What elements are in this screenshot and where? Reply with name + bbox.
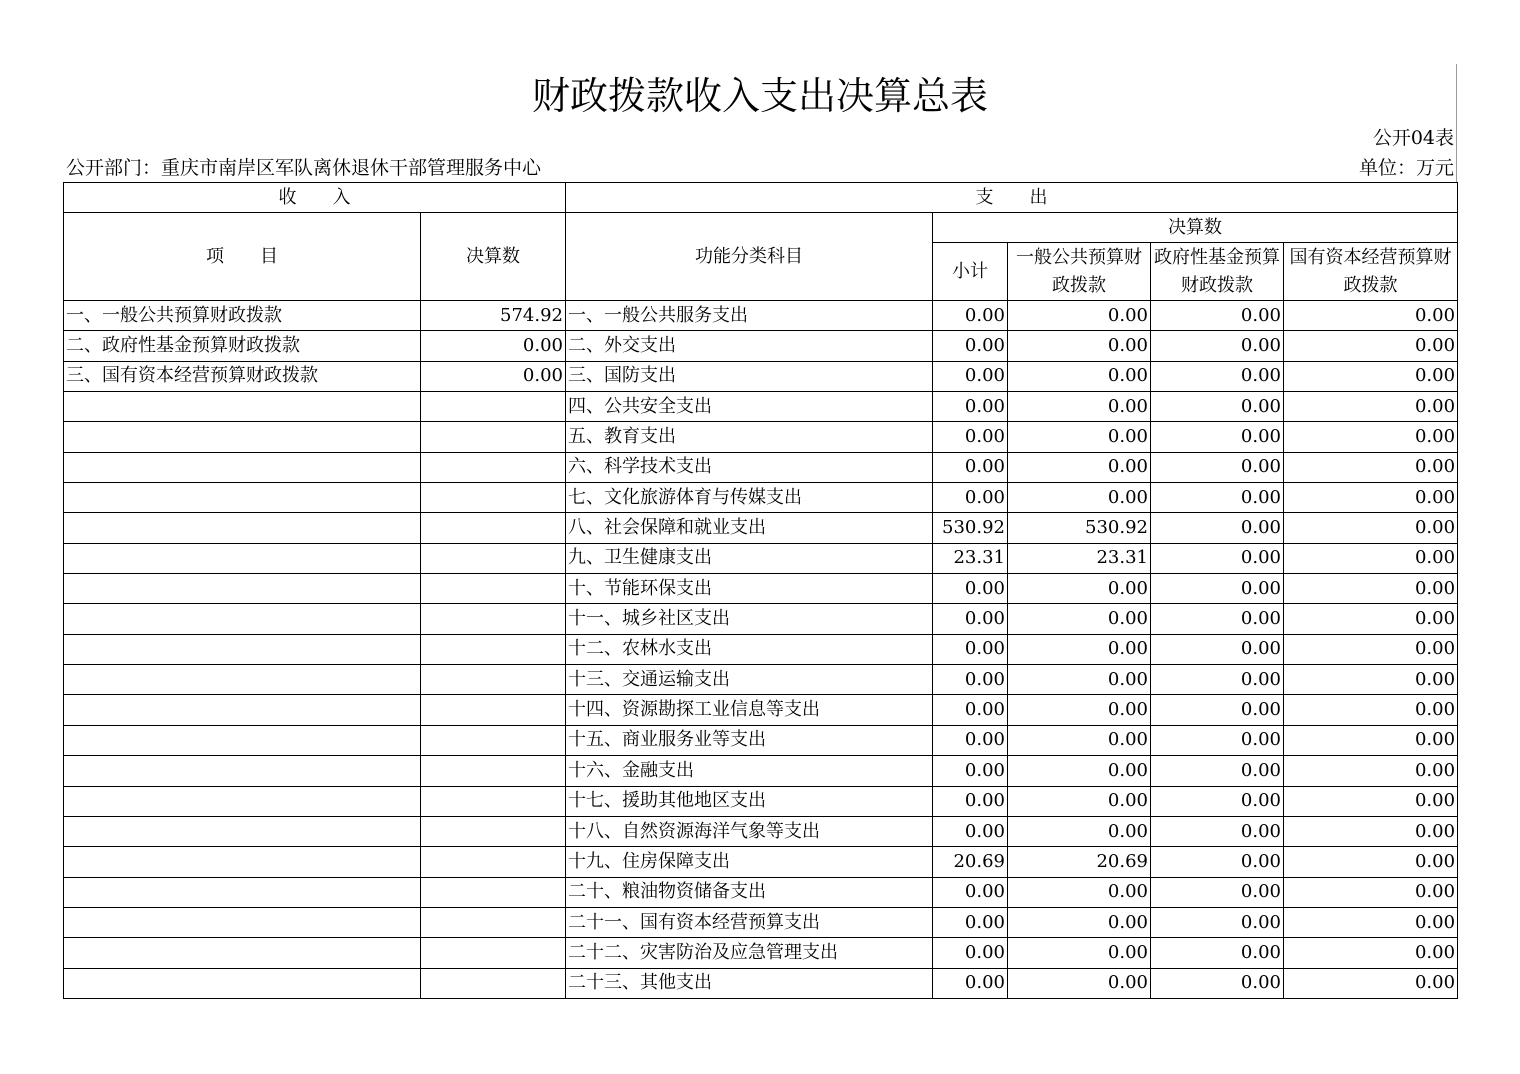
expense-item-cell: 二十一、国有资本经营预算支出 [566,907,933,937]
income-amount-cell [421,483,566,513]
fund-budget-header: 政府性基金预算财政拨款 [1151,243,1284,301]
general-budget-header: 一般公共预算财政拨款 [1008,243,1151,301]
expense-item-cell: 十六、金融支出 [566,756,933,786]
fund-budget-cell: 0.00 [1151,331,1284,361]
expense-item-cell: 十九、住房保障支出 [566,847,933,877]
budget-table [63,182,1458,999]
general-budget-cell: 0.00 [1008,483,1151,513]
expense-item-cell: 十三、交通运输支出 [566,665,933,695]
income-item-cell [64,847,421,877]
table-row [64,301,1458,331]
state-capital-cell: 0.00 [1284,422,1458,452]
expense-item-cell: 三、国防支出 [566,361,933,391]
final-amount-header: 决算数 [933,213,1458,243]
subtotal-cell: 0.00 [933,968,1008,998]
income-item-cell [64,877,421,907]
subtotal-cell: 0.00 [933,392,1008,422]
subtotal-cell: 0.00 [933,301,1008,331]
subtotal-cell: 0.00 [933,877,1008,907]
fund-budget-cell: 0.00 [1151,756,1284,786]
income-amount-cell [421,422,566,452]
expense-item-cell: 九、卫生健康支出 [566,543,933,573]
state-capital-cell: 0.00 [1284,483,1458,513]
table-row [64,392,1458,422]
fund-budget-cell: 0.00 [1151,574,1284,604]
state-capital-cell: 0.00 [1284,604,1458,634]
income-item-cell [64,452,421,482]
state-capital-cell: 0.00 [1284,725,1458,755]
general-budget-cell: 23.31 [1008,543,1151,573]
state-capital-cell: 0.00 [1284,634,1458,664]
state-capital-header: 国有资本经营预算财政拨款 [1284,243,1458,301]
income-item-cell [64,604,421,634]
subtotal-cell: 0.00 [933,574,1008,604]
subtotal-cell: 0.00 [933,422,1008,452]
state-capital-cell: 0.00 [1284,513,1458,543]
subtotal-cell: 20.69 [933,847,1008,877]
table-row [64,422,1458,452]
state-capital-cell: 0.00 [1284,786,1458,816]
table-row [64,483,1458,513]
department-label: 公开部门：重庆市南岸区军队离休退休干部管理服务中心 [66,157,542,179]
expense-header: 支 出 [566,183,1458,213]
income-item-cell [64,634,421,664]
fund-budget-cell: 0.00 [1151,907,1284,937]
subtotal-cell: 0.00 [933,786,1008,816]
fund-budget-cell: 0.00 [1151,786,1284,816]
income-header: 收 入 [64,183,566,213]
income-item-cell [64,483,421,513]
state-capital-cell: 0.00 [1284,847,1458,877]
state-capital-cell: 0.00 [1284,361,1458,391]
expense-item-cell: 十七、援助其他地区支出 [566,786,933,816]
general-budget-cell: 0.00 [1008,907,1151,937]
subtotal-cell: 0.00 [933,725,1008,755]
income-amount-cell [421,695,566,725]
income-amount-cell [421,786,566,816]
income-amount-cell: 0.00 [421,361,566,391]
income-item-cell [64,756,421,786]
income-item-cell: 三、国有资本经营预算财政拨款 [64,361,421,391]
fund-budget-cell: 0.00 [1151,695,1284,725]
header-row-2 [64,213,1458,243]
expense-item-cell: 二、外交支出 [566,331,933,361]
expense-item-cell: 二十三、其他支出 [566,968,933,998]
general-budget-cell: 0.00 [1008,604,1151,634]
table-row [64,968,1458,998]
fund-budget-cell: 0.00 [1151,604,1284,634]
fund-budget-cell: 0.00 [1151,361,1284,391]
expense-item-cell: 五、教育支出 [566,422,933,452]
fund-budget-cell: 0.00 [1151,665,1284,695]
state-capital-cell: 0.00 [1284,968,1458,998]
income-amount-cell [421,604,566,634]
general-budget-cell: 0.00 [1008,392,1151,422]
state-capital-cell: 0.00 [1284,938,1458,968]
income-amount-cell [421,938,566,968]
general-budget-cell: 0.00 [1008,877,1151,907]
subtotal-cell: 0.00 [933,695,1008,725]
unit-label: 单位：万元 [1358,157,1454,179]
income-amount-cell [421,392,566,422]
fund-budget-cell: 0.00 [1151,513,1284,543]
subtotal-cell: 0.00 [933,452,1008,482]
table-row [64,938,1458,968]
income-amount-cell [421,877,566,907]
general-budget-cell: 0.00 [1008,634,1151,664]
expense-item-cell: 十一、城乡社区支出 [566,604,933,634]
subtotal-cell: 0.00 [933,634,1008,664]
income-amount-cell [421,574,566,604]
income-item-cell [64,665,421,695]
fund-budget-cell: 0.00 [1151,634,1284,664]
general-budget-cell: 0.00 [1008,301,1151,331]
subtotal-cell: 0.00 [933,604,1008,634]
expense-item-cell: 十四、资源勘探工业信息等支出 [566,695,933,725]
table-row [64,877,1458,907]
fund-budget-cell: 0.00 [1151,877,1284,907]
expense-item-cell: 六、科学技术支出 [566,452,933,482]
state-capital-cell: 0.00 [1284,877,1458,907]
income-item-cell [64,786,421,816]
general-budget-cell: 0.00 [1008,331,1151,361]
fund-budget-cell: 0.00 [1151,725,1284,755]
table-row [64,331,1458,361]
fund-budget-cell: 0.00 [1151,422,1284,452]
fund-budget-cell: 0.00 [1151,452,1284,482]
fund-budget-cell: 0.00 [1151,543,1284,573]
general-budget-cell: 530.92 [1008,513,1151,543]
general-budget-cell: 0.00 [1008,816,1151,846]
general-budget-cell: 0.00 [1008,725,1151,755]
income-item-cell [64,422,421,452]
income-amount-cell [421,907,566,937]
table-row [64,634,1458,664]
subtotal-cell: 0.00 [933,907,1008,937]
fund-budget-cell: 0.00 [1151,392,1284,422]
table-row [64,847,1458,877]
expense-item-cell: 十五、商业服务业等支出 [566,725,933,755]
subtotal-cell: 0.00 [933,361,1008,391]
general-budget-cell: 0.00 [1008,938,1151,968]
state-capital-cell: 0.00 [1284,392,1458,422]
general-budget-cell: 0.00 [1008,422,1151,452]
expense-item-cell: 七、文化旅游体育与传媒支出 [566,483,933,513]
general-budget-cell: 0.00 [1008,452,1151,482]
income-amount-cell [421,634,566,664]
income-amount-cell [421,725,566,755]
income-item-cell [64,574,421,604]
expense-item-cell: 一、一般公共服务支出 [566,301,933,331]
header-row-1 [64,183,1458,213]
form-number: 公开04表 [1372,127,1454,149]
table-row [64,786,1458,816]
table-row [64,725,1458,755]
state-capital-cell: 0.00 [1284,574,1458,604]
income-amount-cell [421,543,566,573]
income-item-cell [64,907,421,937]
fund-budget-cell: 0.00 [1151,301,1284,331]
income-item-cell [64,392,421,422]
table-row [64,816,1458,846]
income-item-cell [64,938,421,968]
general-budget-cell: 0.00 [1008,665,1151,695]
state-capital-cell: 0.00 [1284,452,1458,482]
income-item-cell [64,513,421,543]
income-amount-cell: 574.92 [421,301,566,331]
table-row [64,695,1458,725]
table-row [64,665,1458,695]
general-budget-cell: 0.00 [1008,574,1151,604]
fund-budget-cell: 0.00 [1151,816,1284,846]
table-row [64,756,1458,786]
income-amount-header: 决算数 [421,213,566,301]
function-class-header: 功能分类科目 [566,213,933,301]
table-row [64,543,1458,573]
state-capital-cell: 0.00 [1284,907,1458,937]
income-item-cell: 一、一般公共预算财政拨款 [64,301,421,331]
income-item-cell [64,695,421,725]
state-capital-cell: 0.00 [1284,756,1458,786]
income-amount-cell: 0.00 [421,331,566,361]
general-budget-cell: 0.00 [1008,361,1151,391]
fund-budget-cell: 0.00 [1151,938,1284,968]
expense-item-cell: 二十、粮油物资储备支出 [566,877,933,907]
item-header: 项 目 [64,213,421,301]
table-row [64,361,1458,391]
income-item-cell [64,968,421,998]
state-capital-cell: 0.00 [1284,331,1458,361]
general-budget-cell: 0.00 [1008,786,1151,816]
expense-item-cell: 十、节能环保支出 [566,574,933,604]
subtotal-cell: 0.00 [933,331,1008,361]
income-amount-cell [421,452,566,482]
state-capital-cell: 0.00 [1284,816,1458,846]
general-budget-cell: 0.00 [1008,756,1151,786]
general-budget-cell: 0.00 [1008,695,1151,725]
table-row [64,604,1458,634]
state-capital-cell: 0.00 [1284,665,1458,695]
state-capital-cell: 0.00 [1284,695,1458,725]
income-amount-cell [421,665,566,695]
expense-item-cell: 二十二、灾害防治及应急管理支出 [566,938,933,968]
fund-budget-cell: 0.00 [1151,847,1284,877]
subtotal-header: 小计 [933,243,1008,301]
table-body [64,301,1458,999]
table-row [64,574,1458,604]
income-item-cell [64,816,421,846]
subtotal-cell: 0.00 [933,756,1008,786]
income-amount-cell [421,968,566,998]
income-item-cell [64,725,421,755]
general-budget-cell: 0.00 [1008,968,1151,998]
income-item-cell [64,543,421,573]
expense-item-cell: 四、公共安全支出 [566,392,933,422]
subtotal-cell: 0.00 [933,665,1008,695]
general-budget-cell: 20.69 [1008,847,1151,877]
fund-budget-cell: 0.00 [1151,968,1284,998]
income-amount-cell [421,847,566,877]
table-row [64,907,1458,937]
subtotal-cell: 530.92 [933,513,1008,543]
subtotal-cell: 0.00 [933,483,1008,513]
expense-item-cell: 十八、自然资源海洋气象等支出 [566,816,933,846]
subtotal-cell: 0.00 [933,816,1008,846]
income-amount-cell [421,816,566,846]
subtotal-cell: 0.00 [933,938,1008,968]
page-title: 财政拨款收入支出决算总表 [531,74,988,118]
income-item-cell: 二、政府性基金预算财政拨款 [64,331,421,361]
expense-item-cell: 十二、农林水支出 [566,634,933,664]
state-capital-cell: 0.00 [1284,301,1458,331]
state-capital-cell: 0.00 [1284,543,1458,573]
expense-item-cell: 八、社会保障和就业支出 [566,513,933,543]
table-row [64,452,1458,482]
fund-budget-cell: 0.00 [1151,483,1284,513]
income-amount-cell [421,513,566,543]
subtotal-cell: 23.31 [933,543,1008,573]
income-amount-cell [421,756,566,786]
table-row [64,513,1458,543]
